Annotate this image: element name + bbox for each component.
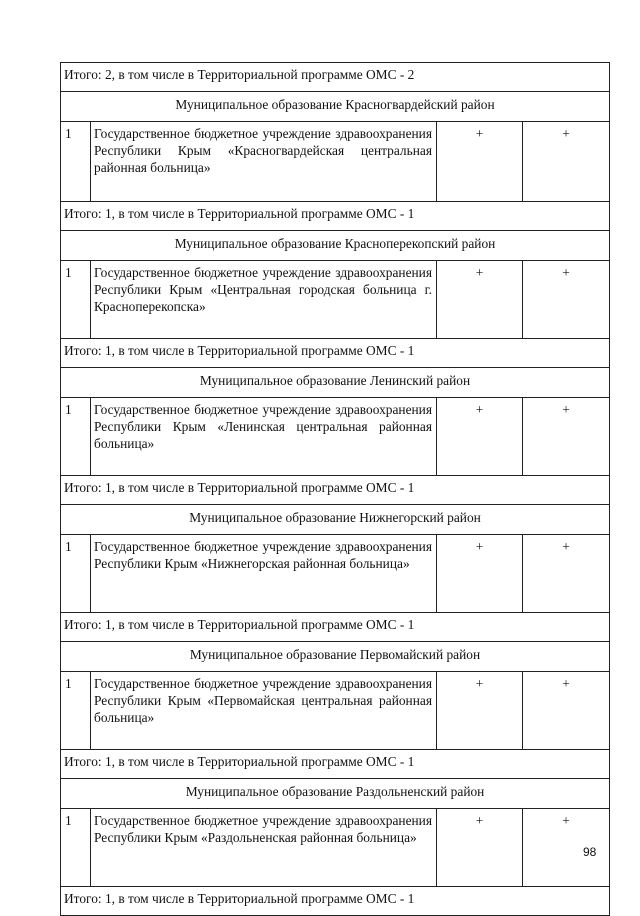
total-row <box>61 613 610 642</box>
total-text: Итого: 1, в том числе в Территориальной программе ОМС - 1 <box>61 202 610 231</box>
mark-column-1: + <box>437 809 523 887</box>
table-row <box>61 809 610 887</box>
municipality-header-row <box>61 231 610 261</box>
total-text: Итого: 1, в том числе в Территориальной программе ОМС - 1 <box>61 887 610 916</box>
total-row <box>61 202 610 231</box>
municipality-title: Муниципальное образование Красноперекопский район <box>61 231 610 261</box>
page-number: 98 <box>583 845 597 859</box>
organization-name: Государственное бюджетное учреждение здравоохранения Республики Крым «Нижнегорская районная больница» <box>91 535 437 613</box>
mark-column-1: + <box>437 672 523 750</box>
row-number: 1 <box>61 535 91 613</box>
table-row <box>61 535 610 613</box>
municipality-title: Муниципальное образование Ленинский район <box>61 368 610 398</box>
total-text: Итого: 1, в том числе в Территориальной программе ОМС - 1 <box>61 339 610 368</box>
municipality-title: Муниципальное образование Раздольненский район <box>61 779 610 809</box>
municipality-title: Муниципальное образование Красногвардейский район <box>61 92 610 122</box>
row-number: 1 <box>61 672 91 750</box>
medical-organizations-table <box>60 62 610 916</box>
mark-column-2: + <box>523 398 610 476</box>
municipality-header-row <box>61 642 610 672</box>
table-row <box>61 398 610 476</box>
mark-column-2: + <box>523 122 610 202</box>
organization-name: Государственное бюджетное учреждение здравоохранения Республики Крым «Раздольненская районная больница» <box>91 809 437 887</box>
mark-column-2: + <box>523 809 610 887</box>
mark-column-2: + <box>523 672 610 750</box>
organization-name: Государственное бюджетное учреждение здравоохранения Республики Крым «Красногвардейская центральная районная больница» <box>91 122 437 202</box>
organization-name: Государственное бюджетное учреждение здравоохранения Республики Крым «Центральная городская больница г. Красноперекопска» <box>91 261 437 339</box>
total-text: Итого: 2, в том числе в Территориальной программе ОМС - 2 <box>61 63 610 92</box>
municipality-header-row <box>61 505 610 535</box>
mark-column-2: + <box>523 535 610 613</box>
total-row <box>61 887 610 916</box>
municipality-title: Муниципальное образование Первомайский район <box>61 642 610 672</box>
row-number: 1 <box>61 261 91 339</box>
total-row <box>61 750 610 779</box>
mark-column-1: + <box>437 122 523 202</box>
organization-name: Государственное бюджетное учреждение здравоохранения Республики Крым «Первомайская центральная районная больница» <box>91 672 437 750</box>
total-row <box>61 339 610 368</box>
total-row <box>61 476 610 505</box>
table-row <box>61 122 610 202</box>
table-row <box>61 672 610 750</box>
municipality-title: Муниципальное образование Нижнегорский район <box>61 505 610 535</box>
row-number: 1 <box>61 398 91 476</box>
row-number: 1 <box>61 809 91 887</box>
mark-column-1: + <box>437 535 523 613</box>
table-row <box>61 261 610 339</box>
municipality-header-row <box>61 368 610 398</box>
municipality-header-row <box>61 92 610 122</box>
municipality-header-row <box>61 779 610 809</box>
mark-column-2: + <box>523 261 610 339</box>
total-text: Итого: 1, в том числе в Территориальной программе ОМС - 1 <box>61 613 610 642</box>
organization-name: Государственное бюджетное учреждение здравоохранения Республики Крым «Ленинская центральная районная больница» <box>91 398 437 476</box>
total-text: Итого: 1, в том числе в Территориальной программе ОМС - 1 <box>61 750 610 779</box>
mark-column-1: + <box>437 398 523 476</box>
total-text: Итого: 1, в том числе в Территориальной программе ОМС - 1 <box>61 476 610 505</box>
total-row <box>61 63 610 92</box>
row-number: 1 <box>61 122 91 202</box>
mark-column-1: + <box>437 261 523 339</box>
